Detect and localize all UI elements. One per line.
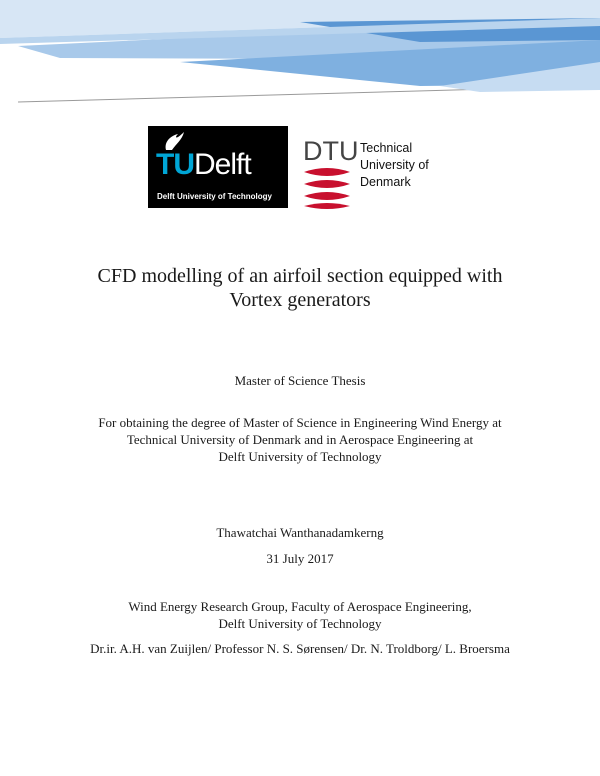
tudelft-logo	[148, 126, 288, 208]
author-name: Thawatchai Wanthanadamkerng	[216, 525, 384, 540]
logo-row	[148, 126, 448, 210]
dtu-name	[360, 140, 429, 191]
thesis-title-line-1: CFD modelling of an airfoil section equipped with	[97, 265, 503, 287]
purpose-line-3: Delft University of Technology	[218, 449, 382, 464]
tudelft-subtitle: Delft University of Technology	[157, 192, 272, 201]
dtu-logo-mark	[302, 134, 359, 210]
supervisors: Dr.ir. A.H. van Zuijlen/ Professor N. S. Sørensen/ Dr. N. Troldborg/ L. Broersma	[90, 641, 510, 656]
header-banner	[0, 0, 600, 110]
dtu-name-line-2: University of	[360, 158, 429, 172]
dtu-name-line-3: Denmark	[360, 175, 411, 189]
thesis-date: 31 July 2017	[266, 551, 334, 566]
research-group-line-2: Delft University of Technology	[218, 616, 382, 631]
research-group-line-1: Wind Energy Research Group, Faculty of Aerospace Engineering,	[128, 599, 472, 614]
purpose-line-1: For obtaining the degree of Master of Science in Engineering Wind Energy at	[98, 415, 502, 430]
purpose-line-2: Technical University of Denmark and in Aerospace Engineering at	[126, 432, 474, 447]
thesis-type: Master of Science Thesis	[234, 373, 366, 388]
dtu-name-line-1: Technical	[360, 141, 413, 155]
thesis-title-line-2: Vortex generators	[229, 289, 371, 311]
dtu-letters: DTU	[303, 136, 359, 166]
tudelft-wordmark: TUDelft	[156, 148, 251, 181]
thesis-title	[0, 264, 600, 312]
